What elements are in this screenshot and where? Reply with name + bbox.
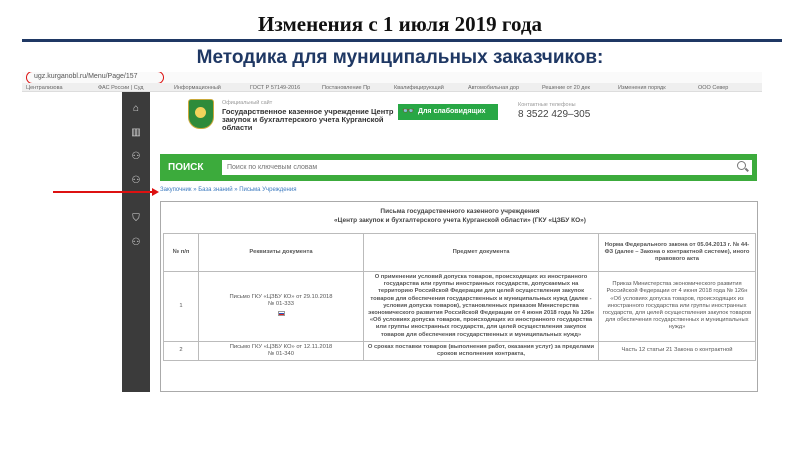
left-sidebar bbox=[122, 92, 150, 392]
annotation-arrow-head bbox=[152, 188, 159, 196]
breadcrumb[interactable]: Закупочник » База знаний » Письма Учреждения bbox=[160, 187, 297, 193]
document-title-line: «Центр закупок и бухгалтерского учета Курганской области» (ГКУ «ЦЗБУ КО») bbox=[334, 217, 586, 224]
people-icon[interactable]: ⚇ bbox=[131, 237, 141, 248]
annotation-arrow bbox=[53, 191, 153, 193]
bookmark-item[interactable]: Постановление Пр bbox=[322, 84, 371, 91]
bookmark-item[interactable]: Квалифицирующий bbox=[394, 84, 444, 91]
url-text[interactable]: ugz.kurganobl.ru/Menu/Page/157 bbox=[34, 73, 138, 80]
bookmark-item[interactable]: Автомобильная дор bbox=[468, 84, 520, 91]
site-header bbox=[160, 96, 760, 151]
group-icon[interactable]: ⚇ bbox=[131, 175, 141, 186]
website-screenshot bbox=[22, 72, 762, 392]
table-row bbox=[164, 341, 756, 360]
requisites-text[interactable]: Письмо ГКУ «ЦЗБУ КО» от 29.10.2018 bbox=[229, 293, 333, 300]
search-label: ПОИСК bbox=[168, 162, 204, 173]
search-bar bbox=[160, 154, 757, 181]
requisites-number[interactable]: № 01-340 bbox=[268, 351, 294, 358]
row-requisites bbox=[199, 341, 364, 360]
row-norm: Часть 12 статьи 21 Закона о контрактной bbox=[599, 341, 756, 360]
contact-phone: 8 3522 429–305 bbox=[518, 109, 591, 120]
bookmark-item[interactable]: Решение от 20 дек bbox=[542, 84, 590, 91]
row-subject: О сроках поставки товаров (выполнения работ, оказания услуг) за пределами сроков исполнения контракта, bbox=[364, 341, 599, 360]
coat-of-arms-logo bbox=[188, 99, 214, 129]
row-number: 2 bbox=[164, 341, 199, 360]
document-file-icon[interactable] bbox=[278, 311, 285, 316]
column-header: Предмет документа bbox=[364, 234, 599, 272]
bookmark-item[interactable]: ГОСТ Р 57149-2016 bbox=[250, 84, 301, 91]
slide-title: Изменения с 1 июля 2019 года bbox=[258, 12, 542, 36]
row-requisites bbox=[199, 272, 364, 342]
requisites-number[interactable]: № 01-333 bbox=[268, 300, 294, 307]
visually-impaired-button[interactable] bbox=[398, 104, 498, 120]
row-norm: Приказ Министерства экономического развития Российской Федерации от 4 июня 2018 года № 126н «Об условиях допуска товаров, происходящих из иностранного государства или группы иностранных государств, для целей осуществления закупок товаров для обеспечения государственных и муниципальных нужд» bbox=[599, 272, 756, 342]
document-title-line: Письма государственного казенного учреждения bbox=[380, 208, 540, 215]
search-icon[interactable] bbox=[737, 161, 746, 170]
visually-impaired-label: Для слабовидящих bbox=[418, 108, 486, 115]
column-header: Норма Федерального закона от 05.04.2013 г. № 44-ФЗ (далее – Закона о контрактной системе), иного правового акта bbox=[599, 234, 756, 272]
table-header-row bbox=[164, 234, 756, 272]
institution-icon[interactable]: ▥ bbox=[131, 127, 141, 138]
bookmark-item[interactable]: Информационный bbox=[174, 84, 221, 91]
home-icon[interactable]: ⌂ bbox=[132, 103, 140, 114]
letters-table bbox=[163, 233, 756, 361]
bookmark-item[interactable]: ФАС России | Суд bbox=[98, 84, 144, 91]
organization-name[interactable]: Государственное казенное учреждение Центр закупок и бухгалтерского учета Курганской области bbox=[222, 107, 394, 132]
column-header: Реквизиты документа bbox=[199, 234, 364, 272]
title-divider bbox=[22, 39, 782, 42]
official-site-label: Официальный сайт bbox=[222, 100, 273, 106]
document-frame bbox=[160, 201, 758, 392]
bookmarks-bar bbox=[22, 83, 762, 92]
table-row bbox=[164, 272, 756, 342]
glasses-icon: 👓 bbox=[402, 106, 415, 117]
bookmark-item[interactable]: Централизова bbox=[26, 84, 63, 91]
users-icon[interactable]: ⚇ bbox=[131, 151, 141, 162]
row-number: 1 bbox=[164, 272, 199, 342]
bookmark-item[interactable]: Изменения порядк bbox=[618, 84, 666, 91]
row-subject: О применении условий допуска товаров, происходящих из иностранного государства или группы иностранных государств, допускаемых на территорию Российской Федерации для целей осуществления закупок товаров для обеспечения государственных и муниципальных нужд (далее - условия допуска товаров), установленных приказом Министерства экономического развития Российской Федерации от 4 июня 2018 года № 126н «Об условиях допуска товаров, происходящих из иностранного государства или группы иностранных государств, для целей осуществления закупок товаров для обеспечения государственных и муниципальных нужд» bbox=[364, 272, 599, 342]
shield-icon[interactable]: ⛉ bbox=[132, 213, 140, 224]
bookmark-item[interactable]: ООО Север bbox=[698, 84, 729, 91]
column-header: № п/п bbox=[164, 234, 199, 272]
slide-subtitle: Методика для муниципальных заказчиков: bbox=[196, 47, 604, 68]
requisites-text[interactable]: Письмо ГКУ «ЦЗБУ КО» от 12.11.2018 bbox=[229, 343, 333, 350]
document-title bbox=[161, 207, 759, 225]
search-input[interactable] bbox=[222, 160, 752, 175]
contact-label: Контактные телефоны bbox=[518, 102, 576, 108]
